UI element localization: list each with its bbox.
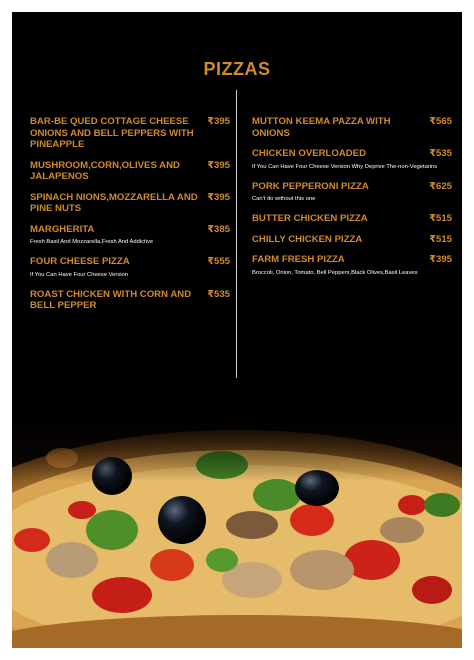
item-name: CHICKEN OVERLOADED bbox=[252, 148, 367, 159]
menu-item bbox=[30, 192, 230, 215]
item-name: SPINACH NIONS,MOZZARELLA AND PINE NUTS bbox=[30, 191, 198, 214]
menu-item bbox=[252, 116, 452, 139]
item-price: ₹395 bbox=[207, 159, 230, 171]
item-name: MUTTON KEEMA PAZZA WITH ONIONS bbox=[252, 116, 391, 139]
pizza-image bbox=[12, 410, 462, 648]
item-price: ₹395 bbox=[207, 116, 230, 127]
menu-item bbox=[30, 256, 230, 280]
item-price: ₹535 bbox=[429, 148, 452, 159]
menu-item bbox=[252, 213, 452, 225]
menu-item bbox=[252, 181, 452, 205]
menu-title: PIZZAS bbox=[203, 59, 271, 79]
item-price: ₹535 bbox=[207, 288, 230, 300]
right-column bbox=[252, 116, 452, 287]
item-price: ₹395 bbox=[429, 254, 452, 265]
item-name: BAR-BE QUED COTTAGE CHEESE ONIONS AND BELL PEPPERS WITH PINEAPPLE bbox=[30, 116, 194, 150]
menu-item bbox=[252, 148, 452, 172]
menu-item bbox=[30, 116, 230, 151]
menu-item bbox=[30, 160, 230, 183]
menu-item bbox=[30, 224, 230, 248]
menu-item bbox=[30, 289, 230, 312]
item-name: FARM FRESH PIZZA bbox=[252, 254, 345, 265]
menu-item bbox=[252, 234, 452, 246]
item-price: ₹395 bbox=[207, 191, 230, 203]
item-price: ₹515 bbox=[429, 233, 452, 245]
item-name: FOUR CHEESE PIZZA bbox=[30, 256, 130, 267]
item-price: ₹385 bbox=[207, 223, 230, 235]
item-description: If You Can Have Four Cheese Version bbox=[30, 271, 128, 278]
item-price: ₹555 bbox=[207, 256, 230, 267]
item-price: ₹625 bbox=[429, 180, 452, 192]
item-description: If You Can Have Four Cheese Version Why Deprive The-non-Vegetarins bbox=[252, 163, 438, 170]
item-name: PORK PEPPERONI PIZZA bbox=[252, 180, 369, 192]
item-price: ₹515 bbox=[429, 213, 452, 224]
item-description: Fresh Basil And Mozzarella,Fresh And Addictive bbox=[30, 239, 154, 245]
item-name: MUSHROOM,CORN,OLIVES AND JALAPENOS bbox=[30, 159, 180, 182]
menu-card bbox=[12, 12, 462, 648]
item-name: CHILLY CHICKEN PIZZA bbox=[252, 233, 363, 245]
left-column bbox=[30, 116, 230, 321]
item-name: MARGHERITA bbox=[30, 223, 95, 235]
item-description: Broccoli, Onion, Tomato, Bell Peppers,Black Olives,Basil Leaves bbox=[252, 269, 418, 276]
menu-item bbox=[252, 254, 452, 278]
item-name: BUTTER CHICKEN PIZZA bbox=[252, 213, 368, 224]
item-name: ROAST CHICKEN WITH CORN AND BELL PEPPER bbox=[30, 288, 192, 311]
item-description: Can't do without this one bbox=[252, 196, 316, 202]
column-divider bbox=[236, 90, 237, 378]
item-price: ₹565 bbox=[429, 116, 452, 127]
